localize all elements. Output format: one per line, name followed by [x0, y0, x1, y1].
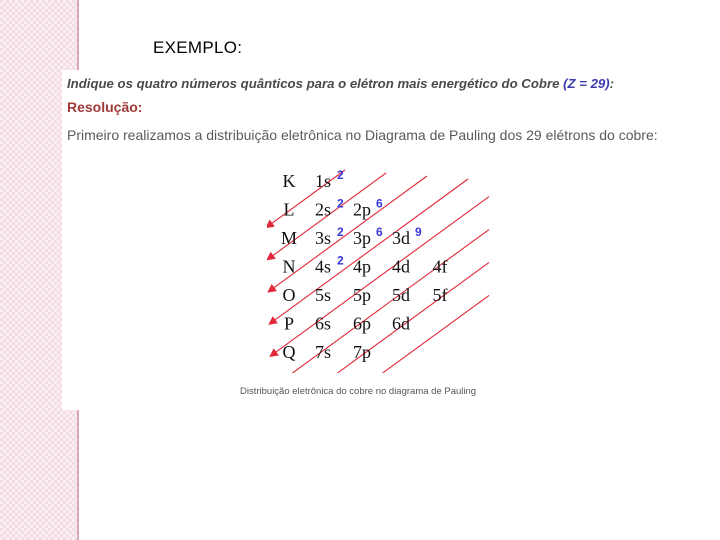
electron-count-superscript: 6 — [376, 196, 383, 211]
subshell-label: 4d — [392, 256, 410, 277]
subshell-label: 3s — [314, 228, 332, 248]
subshell-label: 1s — [314, 171, 332, 191]
question-atomic-number: (Z = 29) — [563, 76, 610, 91]
electron-count-superscript: 2 — [337, 225, 344, 239]
subshell-label: 5s — [314, 285, 332, 305]
question-suffix: : — [609, 76, 615, 91]
subshell-label: 2p — [353, 199, 371, 220]
subshell-label: 7p — [353, 342, 371, 362]
filling-order-arrow — [267, 170, 345, 227]
subshell-label: 5d — [392, 285, 410, 305]
shell-label: K — [282, 171, 296, 191]
diagram-caption: Distribuição eletrônica do cobre no diagrama de Pauling — [240, 386, 477, 397]
slide-title: EXEMPLO: — [153, 38, 243, 57]
resolution-label: Resolução: — [67, 99, 143, 115]
shell-label: L — [283, 199, 295, 220]
filling-order-arrow — [272, 230, 489, 373]
intro-text: Primeiro realizamos a distribuição eletrônica no Diagrama de Pauling dos 29 elétrons do cobre: — [67, 127, 658, 143]
subshell-label: 4f — [432, 256, 448, 277]
filling-order-arrow — [274, 295, 489, 373]
electron-count-superscript: 2 — [337, 196, 344, 211]
filling-order-arrow — [273, 262, 489, 373]
subshell-label: 6p — [353, 313, 371, 334]
subshell-label: 6d — [392, 313, 410, 334]
question-text — [67, 76, 682, 91]
shell-label: O — [282, 285, 296, 305]
electron-count-superscript: 2 — [337, 253, 344, 268]
exercise-image — [62, 70, 687, 410]
subshell-label: 4s — [314, 256, 332, 277]
shell-label: P — [283, 313, 295, 334]
pauling-diagram — [267, 168, 497, 373]
subshell-label: 6s — [314, 313, 332, 334]
filling-order-arrow — [271, 197, 489, 356]
subshell-label: 5f — [432, 285, 448, 305]
question-prefix: Indique os quatro números quânticos para o elétron mais energético do Cobre — [67, 76, 560, 91]
electron-count-superscript: 9 — [415, 225, 422, 239]
electron-count-superscript: 6 — [376, 225, 383, 239]
shell-label: Q — [282, 342, 296, 362]
shell-label: M — [280, 228, 298, 248]
subshell-label: 2s — [314, 199, 332, 220]
electron-count-superscript: 2 — [337, 168, 344, 182]
shell-label: N — [282, 256, 296, 277]
subshell-label: 3p — [353, 228, 371, 248]
subshell-label: 4p — [353, 256, 371, 277]
subshell-label: 3d — [392, 228, 410, 248]
subshell-label: 5p — [353, 285, 371, 305]
subshell-label: 7s — [314, 342, 332, 362]
